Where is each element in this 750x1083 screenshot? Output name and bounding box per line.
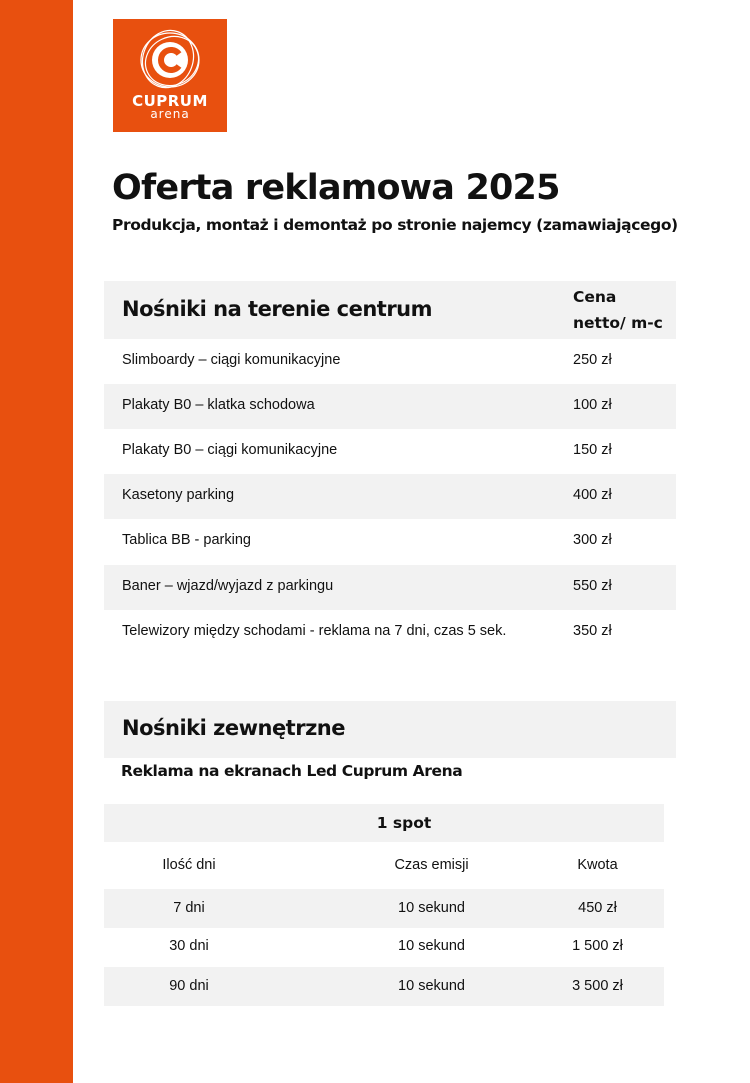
price-column-header xyxy=(573,284,673,336)
medium-name: Plakaty B0 – ciągi komunikacyjne xyxy=(122,442,338,458)
led-screens-subheading: Reklama na ekranach Led Cuprum Arena xyxy=(121,762,463,780)
cell-amount: 3 500 zł xyxy=(572,978,623,994)
medium-name: Telewizory między schodami - reklama na 7 dni, czas 5 sek. xyxy=(122,623,507,639)
price-header-line1: Cena xyxy=(573,288,617,306)
side-accent-bar xyxy=(0,0,73,1083)
cuprum-arena-logo xyxy=(113,19,227,132)
cell-duration: 10 sekund xyxy=(398,978,465,994)
table-row xyxy=(104,928,664,967)
table-row xyxy=(104,429,676,474)
medium-name: Plakaty B0 – klatka schodowa xyxy=(122,397,315,413)
medium-name: Tablica BB - parking xyxy=(122,532,251,548)
medium-price: 550 zł xyxy=(573,578,612,594)
medium-name: Kasetony parking xyxy=(122,487,235,503)
section2-header xyxy=(104,701,676,758)
table-row xyxy=(104,339,676,384)
cell-days: 30 dni xyxy=(169,938,209,954)
cell-amount: 1 500 zł xyxy=(572,938,623,954)
section1-heading: Nośniki na terenie centrum xyxy=(122,297,433,321)
medium-price: 250 zł xyxy=(573,352,612,368)
table-row xyxy=(104,967,664,1006)
section2-heading: Nośniki zewnętrzne xyxy=(122,716,345,740)
cell-days: 7 dni xyxy=(173,900,205,916)
medium-price: 300 zł xyxy=(573,532,612,548)
cell-duration: 10 sekund xyxy=(398,900,465,916)
logo-text-primary: CUPRUM xyxy=(132,92,208,110)
spot-group-label: 1 spot xyxy=(376,814,432,832)
medium-name: Baner – wjazd/wyjazd z parkingu xyxy=(122,578,334,594)
column-header-days: Ilość dni xyxy=(162,857,216,873)
medium-name: Slimboardy – ciągi komunikacyjne xyxy=(122,352,341,368)
table-row xyxy=(104,474,676,519)
table-row xyxy=(104,565,676,610)
table-row xyxy=(104,519,676,564)
cell-duration: 10 sekund xyxy=(398,938,465,954)
column-header-amount: Kwota xyxy=(577,857,618,873)
medium-price: 150 zł xyxy=(573,442,612,458)
column-header-duration: Czas emisji xyxy=(394,857,469,873)
table-row xyxy=(104,384,676,429)
section1-header xyxy=(104,281,676,339)
medium-price: 400 zł xyxy=(573,487,612,503)
logo-text-secondary: arena xyxy=(150,107,190,121)
cell-amount: 450 zł xyxy=(578,900,617,916)
page-title: Oferta reklamowa 2025 xyxy=(112,168,560,208)
medium-price: 100 zł xyxy=(573,397,612,413)
table-row xyxy=(104,889,664,928)
price-header-line2: netto/ m-c xyxy=(573,314,663,332)
medium-price: 350 zł xyxy=(573,623,612,639)
page-subtitle: Produkcja, montaż i demontaż po stronie najemcy (zamawiającego) xyxy=(112,216,678,234)
table-row xyxy=(104,610,676,655)
spot-group-header xyxy=(104,804,664,842)
table-header-row xyxy=(104,842,664,889)
cell-days: 90 dni xyxy=(169,978,209,994)
